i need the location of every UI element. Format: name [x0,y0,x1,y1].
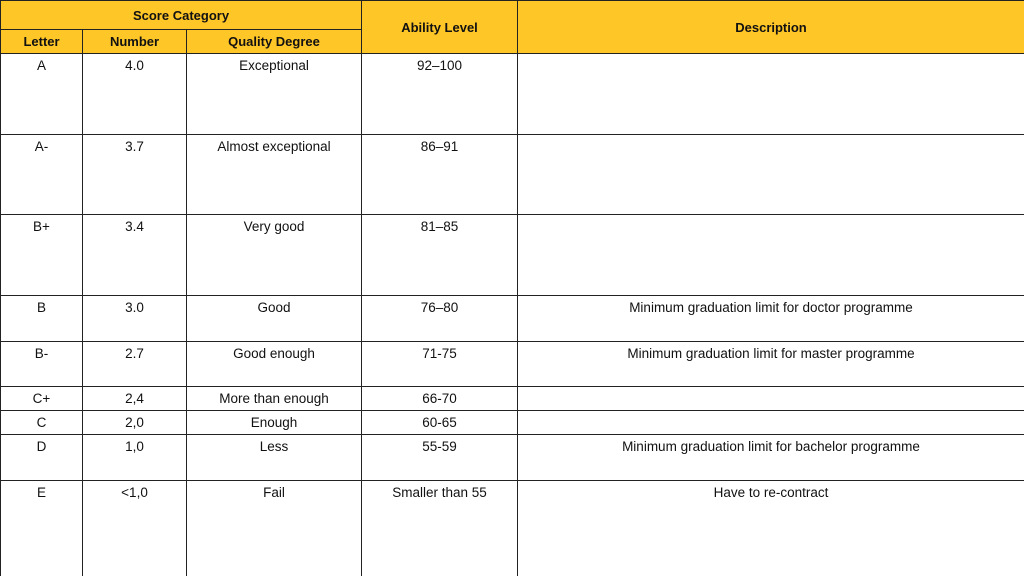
letter-cell: C+ [1,387,83,411]
table-row [1,481,1024,576]
ability-level-header: Ability Level [362,1,518,54]
quality-cell: Good [187,296,362,342]
table-row [1,342,1024,387]
ability-cell: 66-70 [362,387,518,411]
table-row [1,411,1024,435]
quality-cell: Less [187,435,362,481]
description-cell [518,411,1024,435]
table-row [1,54,1024,135]
number-cell: <1,0 [83,481,187,576]
quality-cell: Fail [187,481,362,576]
table-row [1,296,1024,342]
letter-cell: B [1,296,83,342]
description-cell [518,387,1024,411]
table-row [1,135,1024,215]
description-cell: Minimum graduation limit for doctor programme [518,296,1024,342]
description-cell [518,54,1024,135]
quality-degree-header: Quality Degree [187,30,362,54]
table-row [1,387,1024,411]
number-cell: 2,4 [83,387,187,411]
ability-cell: 60-65 [362,411,518,435]
number-header: Number [83,30,187,54]
number-cell: 3.7 [83,135,187,215]
description-header: Description [518,1,1024,54]
letter-cell: A- [1,135,83,215]
letter-cell: C [1,411,83,435]
ability-cell: 71-75 [362,342,518,387]
table-row [1,435,1024,481]
letter-cell: D [1,435,83,481]
description-cell [518,135,1024,215]
letter-cell: A [1,54,83,135]
quality-cell: Enough [187,411,362,435]
description-cell: Have to re-contract [518,481,1024,576]
description-cell: Minimum graduation limit for master programme [518,342,1024,387]
description-cell [518,215,1024,296]
number-cell: 3.4 [83,215,187,296]
letter-cell: B+ [1,215,83,296]
quality-cell: Very good [187,215,362,296]
description-cell: Minimum graduation limit for bachelor programme [518,435,1024,481]
quality-cell: Exceptional [187,54,362,135]
number-cell: 2.7 [83,342,187,387]
ability-cell: 76–80 [362,296,518,342]
ability-cell: Smaller than 55 [362,481,518,576]
letter-cell: B- [1,342,83,387]
letter-header: Letter [1,30,83,54]
number-cell: 3.0 [83,296,187,342]
ability-cell: 81–85 [362,215,518,296]
table-row [1,215,1024,296]
table-header [1,1,1024,54]
letter-cell: E [1,481,83,576]
number-cell: 2,0 [83,411,187,435]
ability-cell: 92–100 [362,54,518,135]
quality-cell: More than enough [187,387,362,411]
table-body [1,54,1024,576]
number-cell: 1,0 [83,435,187,481]
quality-cell: Good enough [187,342,362,387]
ability-cell: 55-59 [362,435,518,481]
score-category-header: Score Category [1,1,362,30]
ability-cell: 86–91 [362,135,518,215]
quality-cell: Almost exceptional [187,135,362,215]
number-cell: 4.0 [83,54,187,135]
